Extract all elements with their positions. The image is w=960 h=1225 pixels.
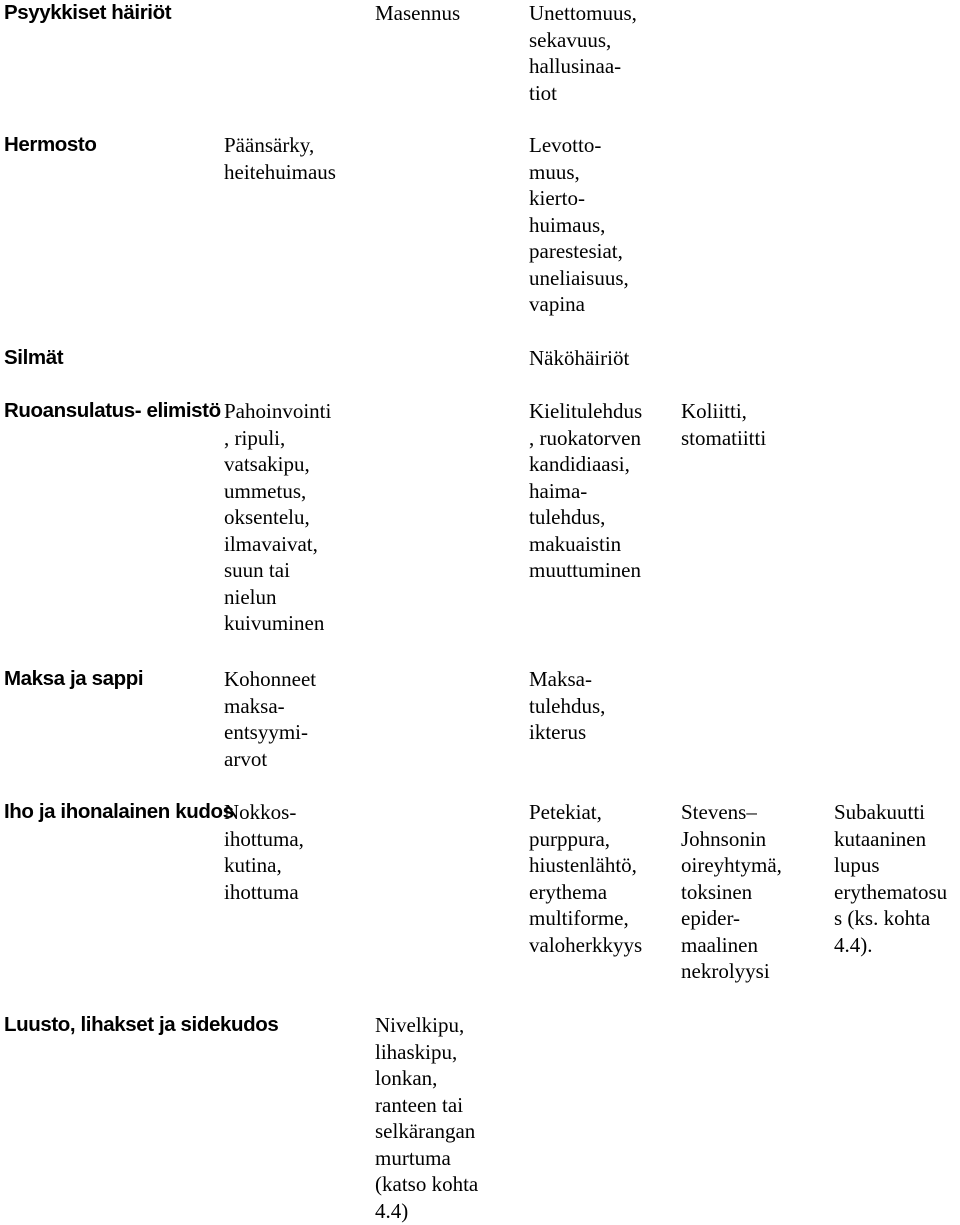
table-cell: Pahoinvointi , ripuli, vatsakipu, ummetus, oksentelu, ilmavaivat, suun tai nielun kuivuminen: [224, 399, 332, 635]
table-cell: Masennus: [375, 1, 461, 25]
table-cell: Kohonneet maksa- entsyymi- arvot: [224, 667, 317, 771]
table-cell: Kielitulehdus , ruokatorven kandidiaasi, haima- tulehdus, makuaistin muuttuminen: [529, 399, 643, 582]
table-cell: Stevens– Johnsonin oireyhtymä, toksinen epider- maalinen nekrolyysi: [681, 800, 782, 983]
row-label: Psyykkiset häiriöt: [4, 1, 172, 24]
table-cell: Levotto- muus, kierto- huimaus, parestesiat, uneliaisuus, vapina: [529, 133, 629, 316]
row-label: Hermosto: [4, 133, 97, 156]
table-cell: Näköhäiriöt: [529, 346, 630, 370]
row-label: Ruoansulatus- elimistö: [4, 399, 221, 422]
row-label: Luusto, lihakset ja sidekudos: [4, 1013, 279, 1036]
table-cell: Petekiat, purppura, hiustenlähtö, erythema multiforme, valoherkkyys: [529, 800, 643, 957]
row-label: Silmät: [4, 346, 64, 369]
table-cell: Päänsärky, heitehuimaus: [224, 133, 336, 184]
table-cell: Maksa- tulehdus, ikterus: [529, 667, 606, 744]
table-cell: Koliitti, stomatiitti: [681, 399, 767, 450]
table-cell: Unettomuus, sekavuus, hallusinaa- tiot: [529, 1, 637, 105]
table-cell: Subakuutti kutaaninen lupus erythematosu s (ks. kohta 4.4).: [834, 800, 948, 957]
row-label: Iho ja ihonalainen kudos: [4, 800, 234, 823]
row-label: Maksa ja sappi: [4, 667, 144, 690]
table-cell: Nokkos- ihottuma, kutina, ihottuma: [224, 800, 304, 904]
table-cell: Nivelkipu, lihaskipu, lonkan, ranteen tai selkärangan murtuma (katso kohta 4.4): [375, 1013, 479, 1223]
